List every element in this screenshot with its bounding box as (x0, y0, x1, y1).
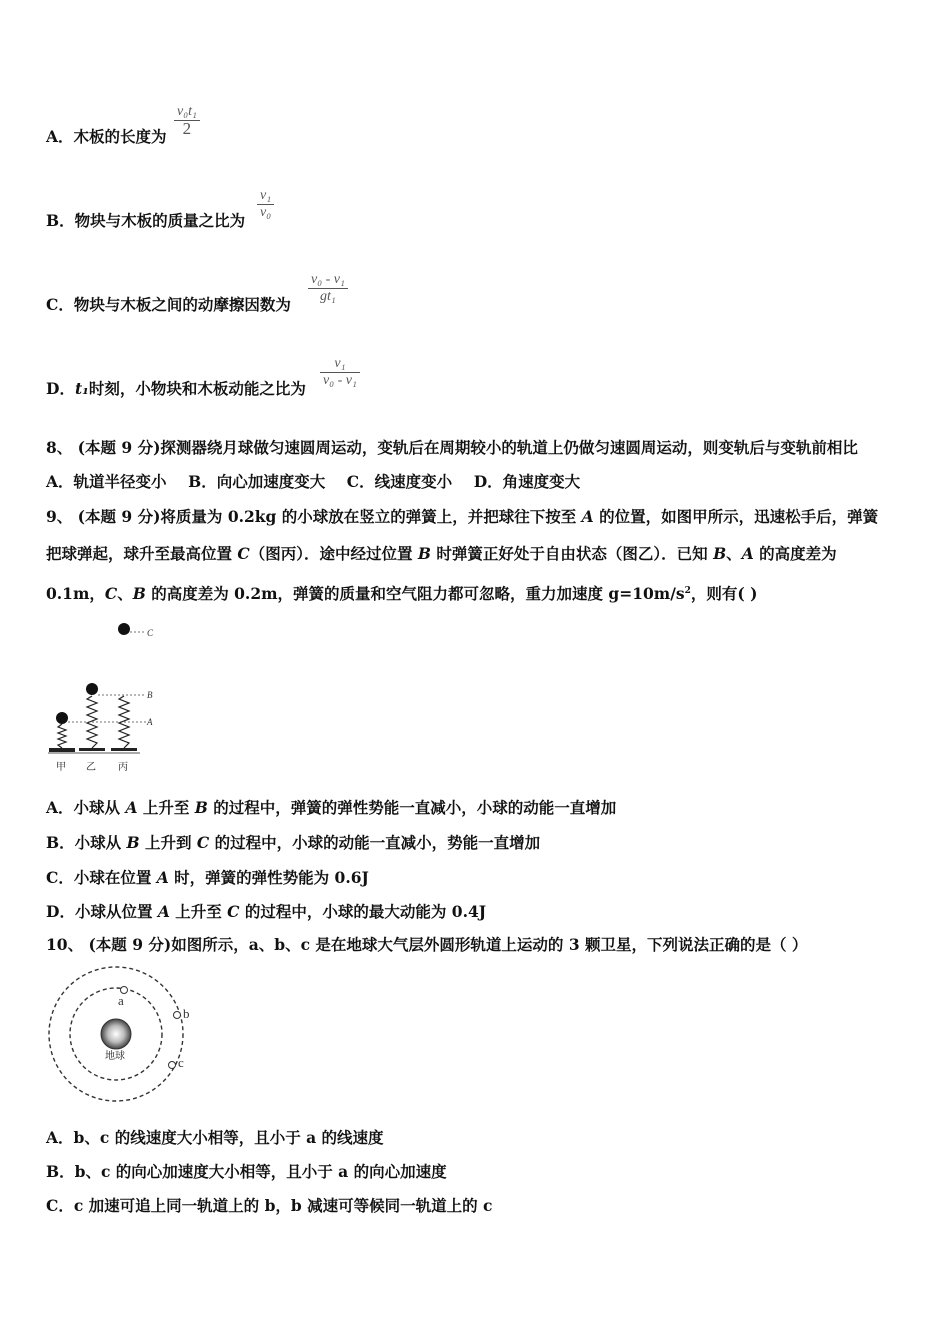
satellite-c (169, 1062, 176, 1069)
q10-stem: 10、 (本题 9 分)如图所示，a、b、c 是在地球大气层外圆形轨道上运动的 3 颗卫星，下列说法正确的是（ ） (46, 935, 808, 954)
label-a: A (147, 717, 153, 727)
q9-option-a: A．小球从 A 上升至 B 的过程中，弹簧的弹性势能一直减小，小球的动能一直增加 (46, 798, 617, 817)
fraction-denominator: 2 (182, 119, 192, 138)
fraction-denominator: v₀ - v₁ (323, 373, 357, 388)
ball-c (118, 623, 130, 635)
q10-option-c: C．c 加速可追上同一轨道上的 b，b 减速可等候同一轨道上的 c (46, 1196, 493, 1215)
ball-a (56, 712, 68, 724)
q9-option-c: C．小球在位置 A 时，弹簧的弹性势能为 0.6J (46, 868, 369, 887)
q7-option-b-fraction (257, 188, 274, 221)
q10-orbit-figure (46, 966, 206, 1106)
spring-jia (58, 724, 66, 748)
caption-yi: 乙 (86, 762, 96, 773)
label-b: B (147, 690, 153, 700)
satellite-b-label: b (183, 1006, 190, 1021)
q7-option-c-fraction (308, 272, 348, 305)
satellite-c-label: c (178, 1055, 184, 1070)
satellite-b (174, 1012, 181, 1019)
q8-stem: 8、 (本题 9 分)探测器绕月球做匀速圆周运动，变轨后在周期较小的轨道上仍做匀速圆周运动，则变轨后与变轨前相比 (46, 438, 858, 457)
earth (101, 1019, 131, 1049)
q7-option-c: C．物块与木板之间的动摩擦因数为 (46, 295, 291, 314)
q7-option-a-fraction (174, 104, 200, 137)
fraction-numerator: v₀t₁ (177, 104, 197, 119)
q7-option-a: A．木板的长度为 (46, 127, 167, 146)
label-c: C (147, 628, 154, 638)
q9-stem-line2: 把球弹起，球升至最高位置 C（图丙）．途中经过位置 B 时弹簧正好处于自由状态（图乙）．已知 B、A 的高度差为 (46, 544, 837, 563)
earth-label: 地球 (105, 1051, 125, 1062)
q10-option-b: B．b、c 的向心加速度大小相等，且小于 a 的向心加速度 (46, 1162, 447, 1181)
caption-bing: 丙 (118, 762, 128, 773)
fraction-numerator: v₀ - v₁ (311, 272, 345, 287)
satellite-a-label: a (118, 993, 124, 1008)
q9-stem-line1: 9、 (本题 9 分)将质量为 0.2kg 的小球放在竖立的弹簧上，并把球往下按至 A 的位置，如图甲所示，迅速松手后，弹簧 (46, 507, 879, 526)
q7-option-d: D．t₁时刻，小物块和木板动能之比为 (46, 379, 306, 398)
q9-option-d: D．小球从位置 A 上升至 C 的过程中，小球的最大动能为 0.4J (46, 902, 487, 921)
ball-b (86, 683, 98, 695)
q7-option-d-fraction (320, 356, 360, 389)
fraction-denominator: gt₁ (320, 289, 336, 304)
fraction-numerator: v₁ (260, 188, 272, 203)
q9-stem-line3: 0.1m，C、B 的高度差为 0.2m，弹簧的质量和空气阻力都可忽略，重力加速度 $g=10m/s^2$，则有( ) (46, 584, 758, 604)
q9-option-b: B．小球从 B 上升到 C 的过程中，小球的动能一直减小，势能一直增加 (46, 833, 541, 852)
q8-options: A．轨道半径变小 B．向心加速度变大 C．线速度变小 D．角速度变大 (46, 472, 581, 491)
fraction-numerator: v₁ (334, 356, 346, 371)
caption-jia: 甲 (56, 762, 66, 773)
q9-spring-figure (46, 612, 166, 777)
q10-option-a: A．b、c 的线速度大小相等，且小于 a 的线速度 (46, 1128, 384, 1147)
q7-option-b: B．物块与木板的质量之比为 (46, 211, 246, 230)
fraction-denominator: v₀ (260, 205, 272, 220)
